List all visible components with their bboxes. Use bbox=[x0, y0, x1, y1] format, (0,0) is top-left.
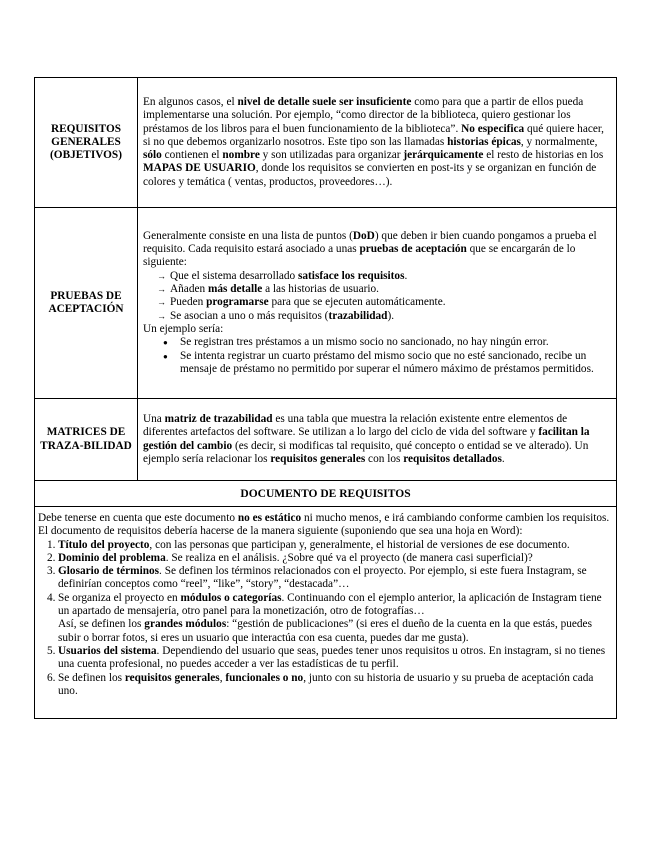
step-text: Título del proyecto, con las personas que participan y, generalmente, el historial de versiones de ese documento. bbox=[58, 538, 570, 551]
document-body bbox=[35, 507, 617, 719]
list-item: → Que el sistema desarrollado satisface los requisitos. bbox=[157, 270, 612, 283]
page bbox=[34, 77, 617, 719]
steps-list bbox=[38, 539, 613, 699]
list-item: → Se asocian a uno o más requisitos (trazabilidad). bbox=[157, 310, 612, 323]
requirements-table bbox=[34, 77, 617, 719]
list-item: ● Se intenta registrar un cuarto préstamo del mismo socio que no esté sancionado, recibe un mensaje de préstamo no permitido por superar el número máximo de préstamos permitidos. bbox=[163, 350, 612, 377]
step-text: Dominio del problema. Se realiza en el análisis. ¿Sobre qué va el proyecto (de manera casi superficial)? bbox=[58, 551, 533, 564]
row-label: MATRICES DE TRAZA-BILIDAD bbox=[35, 399, 138, 481]
step-number: 3. bbox=[47, 565, 56, 578]
step-number: 1. bbox=[47, 538, 56, 551]
step-number: 2. bbox=[47, 551, 56, 564]
list-item bbox=[47, 645, 613, 672]
step-number: 6. bbox=[47, 671, 56, 684]
table-row bbox=[35, 507, 617, 719]
bullet-list bbox=[143, 336, 612, 376]
section-heading: DOCUMENTO DE REQUISITOS bbox=[35, 481, 617, 507]
step-text: Usuarios del sistema. Dependiendo del usuario que seas, puedes tener unos requisitos u otros. En instagram, si no tienes una cuenta profesional, no puedes acceder a ver las estadísticas de tu perfil. bbox=[58, 644, 606, 671]
step-number: 5. bbox=[47, 644, 56, 657]
list-item: → Añaden más detalle a las historias de usuario. bbox=[157, 283, 612, 296]
table-row bbox=[35, 78, 617, 208]
row-text: Una matriz de trazabilidad es una tabla que muestra la relación existente entre elementos de diferentes artefactos del software. Se utilizan a lo largo del ciclo de vida del software y facilitan la gestión del cambio (es decir, si modificas tal requisito, qué concepto o entidad se ve alterado). Un ejemplo sería relacionar los requisitos generales con los requisitos detallados. bbox=[138, 399, 617, 481]
row-label: PRUEBAS DE ACEPTACIÓN bbox=[35, 208, 138, 399]
list-item bbox=[47, 672, 613, 699]
list-item bbox=[47, 565, 613, 592]
step-text: Glosario de términos. Se definen los términos relacionados con el proyecto. Por ejemplo, si este fuera Instagram, se definirían conceptos como “reel”, “like”, “story”, “destacada”… bbox=[58, 565, 587, 591]
table-row bbox=[35, 481, 617, 507]
list-item bbox=[47, 592, 613, 645]
row-intro: Generalmente consiste en una lista de puntos (DoD) que deben ir bien cuando pongamos a prueba el requisito. Cada requisito estará asociado a unas pruebas de aceptación que se encargarán de lo siguiente: bbox=[143, 229, 597, 269]
list-item: → Pueden programarse para que se ejecuten automáticamente. bbox=[157, 296, 612, 309]
example-label: Un ejemplo sería: bbox=[143, 322, 224, 335]
row-label: REQUISITOS GENERALES (OBJETIVOS) bbox=[35, 78, 138, 208]
step-number: 4. bbox=[47, 591, 56, 604]
arrow-list bbox=[143, 270, 612, 323]
list-item bbox=[47, 552, 613, 565]
step-text: Se definen los requisitos generales, funcionales o no, junto con su historia de usuario y su prueba de aceptación cada uno. bbox=[58, 671, 594, 697]
row-text: En algunos casos, el nivel de detalle suele ser insuficiente como para que a partir de ellos pueda implementarse una solución. Por ejemplo, “como director de la biblioteca, quiero gestionar los préstamos de los libros para el buen funcionamiento de la biblioteca”. No especifica qué quiere hacer, si no que debemos organizarlo nosotros. Este tipo son las llamadas historias épicas, y normalmente, sólo contienen el nombre y son utilizadas para organizar jerárquicamente el resto de historias en los MAPAS DE USUARIO, donde los requisitos se convierten en post-its y se organizan en función de colores y temática ( ventas, productos, proveedores…). bbox=[138, 78, 617, 208]
step-text: Se organiza el proyecto en módulos o categorías. Continuando con el ejemplo anterior, la aplicación de Instagram tiene un apartado de mensajería, otro panel para la monetización, otro de fotografías… bbox=[58, 591, 602, 618]
list-item: ● Se registran tres préstamos a un mismo socio no sancionado, no hay ningún error. bbox=[163, 336, 612, 349]
table-row bbox=[35, 399, 617, 481]
row-text bbox=[138, 208, 617, 399]
list-item bbox=[47, 539, 613, 552]
table-row bbox=[35, 208, 617, 399]
step-continuation: Así, se definen los grandes módulos: “gestión de publicaciones” (si eres el dueño de la cuenta en la que estás, puedes subir o borrar fotos, si eres un usuario que interactúa con esa cuenta, puedes dar me gusta). bbox=[58, 618, 592, 644]
document-intro: Debe tenerse en cuenta que este documento no es estático ni mucho menos, e irá cambiando conforme cambien los requisitos. El documento de requisitos debería hacerse de la manera siguiente (suponiendo que sea una hoja en Word): bbox=[38, 512, 610, 538]
